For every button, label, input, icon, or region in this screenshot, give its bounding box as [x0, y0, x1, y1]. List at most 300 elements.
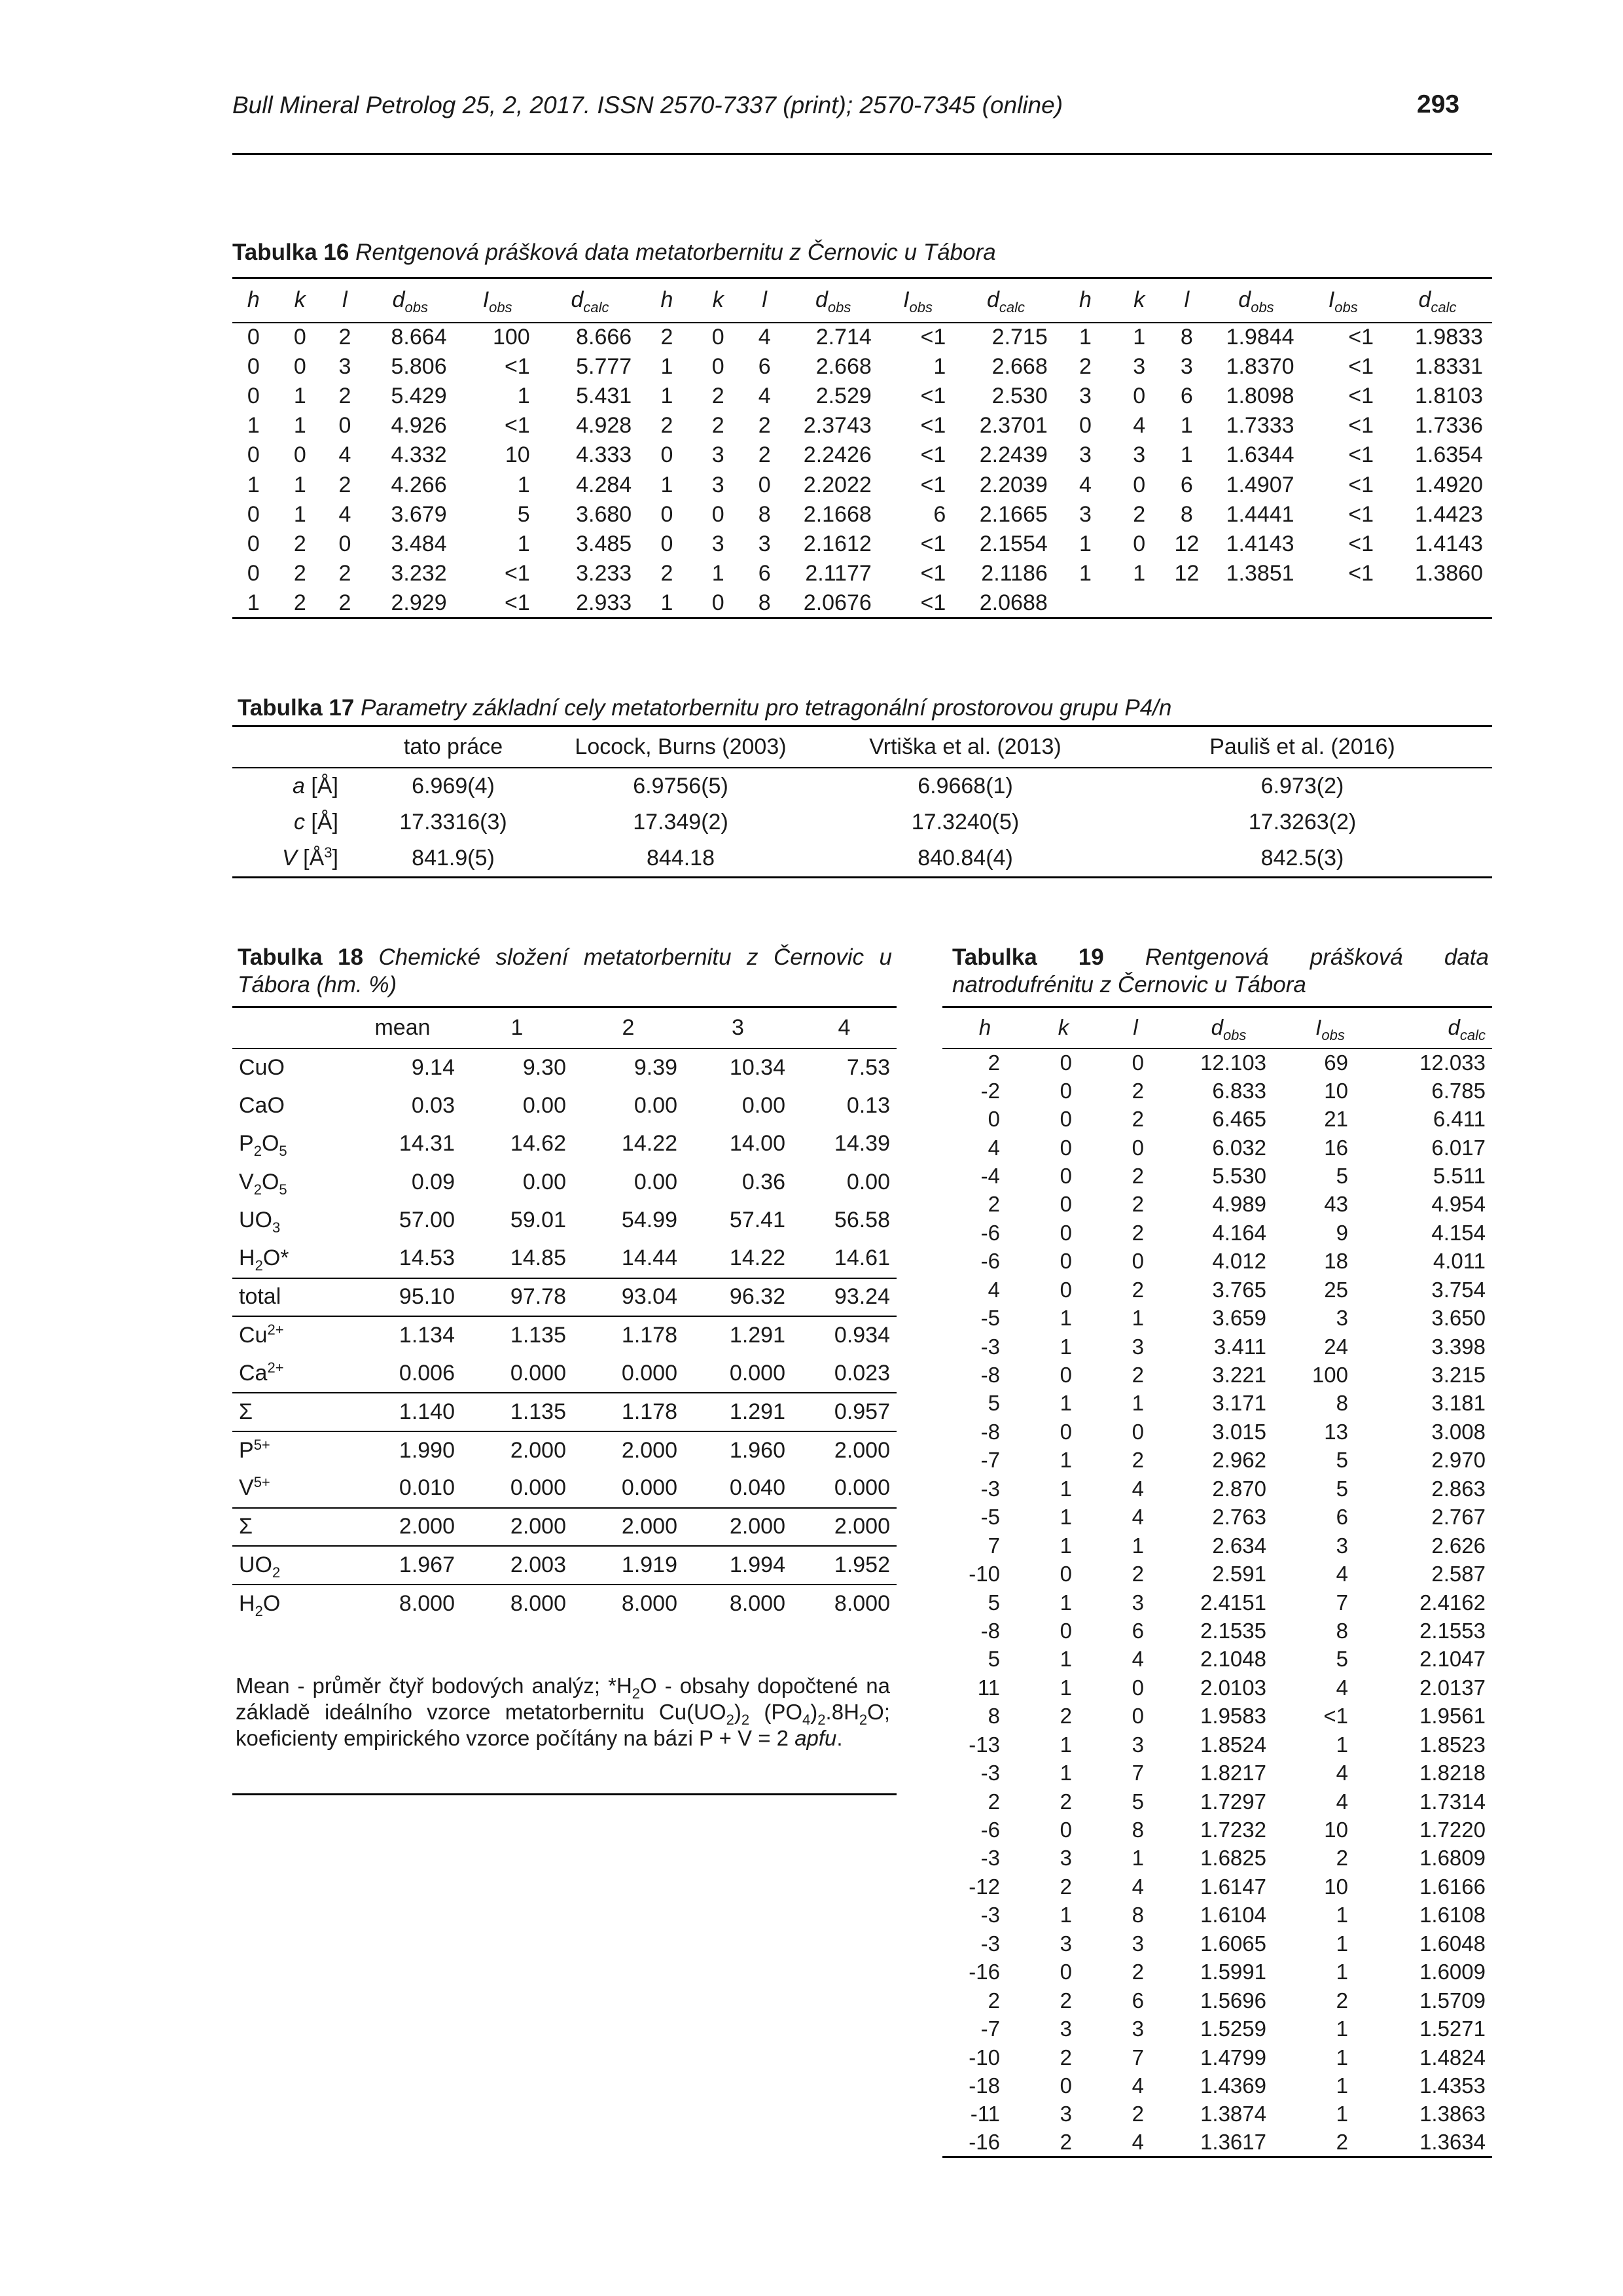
col-d: d — [1211, 1015, 1223, 1040]
table16-cell: 0 — [293, 325, 306, 350]
col-vrtiska: Vrtiška et al. (2013) — [818, 726, 1113, 768]
table19-cell: 5 — [1336, 1163, 1348, 1188]
table19-cell: 1 — [1336, 2017, 1348, 2041]
table19-cell: -3 — [980, 1476, 1000, 1501]
table18-cell: 0.000 — [621, 1360, 677, 1386]
table16-cell: 0 — [711, 501, 724, 527]
table16-cell: 3.485 — [576, 531, 632, 556]
table16-cell: 0 — [660, 442, 673, 468]
table18-header-row — [232, 1007, 897, 1049]
value: 6.969(4) — [412, 773, 495, 798]
col-k: k — [294, 287, 306, 313]
table19-cell: 3.754 — [1431, 1277, 1486, 1302]
col-d: d — [1238, 287, 1251, 313]
table19-row — [942, 1958, 1492, 1986]
col-tato-prace: tato práce — [363, 726, 543, 768]
table16-cell: 1.8331 — [1415, 353, 1483, 379]
table19-cell: -3 — [980, 1903, 1000, 1928]
col-2: 2 — [573, 1007, 684, 1049]
table19-cell: 0 — [988, 1107, 1000, 1132]
table19-cell: 4 — [1132, 2073, 1144, 2098]
table16-cell: 0 — [247, 383, 260, 408]
table19-cell: 1 — [1336, 1732, 1348, 1757]
table19-cell: 4.989 — [1212, 1192, 1266, 1217]
table16-cell — [1164, 588, 1209, 618]
row-label: $H_2O$ — [232, 1585, 344, 1623]
table19-cell: 16 — [1324, 1135, 1348, 1160]
table19-cell: 1 — [1060, 1306, 1072, 1331]
table19-cell: -13 — [969, 1732, 1000, 1757]
table16-cell: 1.4920 — [1415, 472, 1483, 497]
table19-row — [942, 1674, 1492, 1702]
table19-cell: 5 — [988, 1391, 1000, 1416]
table16-cell: 3.680 — [576, 501, 632, 527]
table16-cell: 1.4441 — [1226, 501, 1294, 527]
table16-cell: 3.679 — [391, 501, 447, 527]
table19-cell: 1.3863 — [1419, 2102, 1486, 2126]
table18-row — [232, 1086, 897, 1125]
row-label: $V^{5+}$ — [239, 1474, 270, 1501]
table16 — [232, 277, 1492, 619]
table16-cell: <1 — [920, 413, 946, 439]
table16-cell: 2.2039 — [979, 472, 1048, 497]
table18-label: Tabulka 18 — [238, 944, 364, 970]
table19-cell: 2 — [1286, 2128, 1374, 2157]
row-label: Σ — [232, 1508, 344, 1547]
table18-cell: 1.967 — [344, 1546, 461, 1585]
table16-cell: 0 — [758, 472, 771, 497]
value: 17.3240(5) — [911, 810, 1020, 834]
table16-row — [232, 352, 1492, 382]
table19-cell: 4 — [988, 1135, 1000, 1160]
table19-cell: 3.221 — [1212, 1363, 1266, 1388]
col-d: d — [392, 287, 405, 313]
table16-cell: 3 — [1079, 442, 1092, 468]
table19-cell: 4 — [1132, 1476, 1144, 1501]
table19-row — [942, 1105, 1492, 1133]
table16-cell: 2 — [660, 413, 673, 439]
table16-cell: 5.429 — [391, 383, 447, 408]
table19-cell: 0 — [1132, 1704, 1144, 1729]
row-label: $Ca^{2+}$ — [239, 1359, 284, 1386]
table16-cell: 2.714 — [815, 325, 872, 350]
table19-row — [942, 2100, 1492, 2128]
table18-cell: 1.140 — [344, 1393, 461, 1431]
table16-cell: 0 — [247, 325, 260, 350]
table19-cell: 1 — [1132, 1846, 1144, 1871]
table19-cell: 3 — [1060, 1931, 1072, 1956]
table19-cell: 1.4369 — [1200, 2073, 1266, 2098]
table19-cell: -6 — [980, 1220, 1000, 1245]
table19-cell: 0 — [1060, 1818, 1072, 1842]
table19-cell: -10 — [969, 2045, 1000, 2070]
table16-cell: 2 — [758, 442, 771, 468]
table18-cell: 8.000 — [344, 1585, 461, 1623]
table19-cell: 1 — [1060, 1732, 1072, 1757]
table18 — [232, 1006, 897, 1623]
table19-cell: 3.398 — [1431, 1334, 1486, 1359]
table18-cell: 1.135 — [461, 1393, 573, 1431]
table17-title: Parametry základní cely metatorbernitu pro tetragonální prostorovou grupu P4/n — [361, 695, 1172, 721]
table17-caption — [238, 695, 1171, 721]
table16-cell: 1 — [293, 383, 306, 408]
table19-cell: 0 — [1132, 1675, 1144, 1700]
table18-cell: 8.000 — [573, 1585, 684, 1623]
table16-cell: 1.4907 — [1226, 472, 1294, 497]
table16-cell: 0 — [293, 353, 306, 379]
table19-cell: 3.181 — [1431, 1391, 1486, 1416]
table16-cell: 1.6354 — [1415, 442, 1483, 468]
table19-cell: 7 — [1132, 2045, 1144, 2070]
table19-cell: 1.4353 — [1419, 2073, 1486, 2098]
table16-cell — [1304, 588, 1383, 618]
table16-cell — [1114, 588, 1164, 618]
table16-cell: 2 — [660, 561, 673, 586]
table19-cell: 0 — [1060, 1220, 1072, 1245]
table18-cell: 96.32 — [684, 1278, 792, 1317]
table19-cell: 3.650 — [1431, 1306, 1486, 1331]
table19-cell: -2 — [980, 1078, 1000, 1103]
table16-cell: <1 — [920, 531, 946, 556]
table18-cell: 8.000 — [684, 1585, 792, 1623]
table18-cell: 0.040 — [729, 1475, 785, 1501]
table19-row — [942, 1588, 1492, 1617]
table19-cell: 1.9583 — [1200, 1704, 1266, 1729]
table19-cell: -7 — [980, 1448, 1000, 1473]
table16-cell: 3 — [1079, 501, 1092, 527]
table18-cell: 1.134 — [344, 1316, 461, 1355]
table16-row — [232, 529, 1492, 559]
table19-cell: 0 — [1060, 1163, 1072, 1188]
table19-row — [942, 1049, 1492, 1077]
table18-row — [232, 1278, 897, 1317]
table18-cell: 1.178 — [573, 1393, 684, 1431]
table19-cell: 1.8218 — [1419, 1761, 1486, 1785]
col-dcalc: d — [1448, 1015, 1460, 1040]
table16-cell: <1 — [504, 561, 530, 586]
table16-cell: 8.666 — [576, 325, 632, 350]
table19-cell: 3 — [1132, 1590, 1144, 1615]
value: 6.9756(5) — [633, 773, 728, 798]
table16-cell: 2.715 — [991, 325, 1048, 350]
table19-cell: 2 — [1336, 1846, 1348, 1871]
table19-cell: 1.4824 — [1419, 2045, 1486, 2070]
table19-cell: -16 — [969, 1960, 1000, 1984]
table19-cell: 1.3874 — [1200, 2102, 1266, 2126]
table18-cell: 7.53 — [846, 1054, 890, 1080]
table18-cell: 97.78 — [461, 1278, 573, 1317]
table19-cell: 2.970 — [1431, 1448, 1486, 1473]
table16-cell: <1 — [1348, 472, 1374, 497]
value: 842.5(3) — [1113, 841, 1492, 878]
table16-cell: <1 — [920, 561, 946, 586]
table19-cell: 13 — [1324, 1419, 1348, 1444]
table19-cell: 3 — [1132, 1334, 1144, 1359]
table19-cell: 2.767 — [1431, 1505, 1486, 1530]
table19-cell: 2.0137 — [1419, 1675, 1486, 1700]
table19-cell: 2 — [1060, 2045, 1072, 2070]
table16-cell: 1 — [641, 588, 692, 618]
table16-cell: 2.3701 — [979, 413, 1048, 439]
table19-title: Rentgenová prášková data natrodufrénitu z Černovic u Tábora — [952, 944, 1489, 997]
table19-cell: 1.4799 — [1200, 2045, 1266, 2070]
table19-cell: 1.7220 — [1419, 1818, 1486, 1842]
table19-cell: 4 — [1336, 1789, 1348, 1814]
table16-cell: 2.929 — [365, 588, 456, 618]
table16-cell: 1 — [660, 472, 673, 497]
table16-cell: 1.9844 — [1226, 325, 1294, 350]
table18-cell: 0.000 — [510, 1360, 566, 1386]
table16-cell — [1383, 588, 1492, 618]
param-a: a — [293, 773, 305, 798]
col-locock-burns: Locock, Burns (2003) — [543, 726, 818, 768]
table19-cell: <1 — [1323, 1704, 1348, 1729]
table16-cell: 4.332 — [391, 442, 447, 468]
table19-cell: 7 — [988, 1533, 1000, 1558]
table16-cell: <1 — [920, 472, 946, 497]
table19-cell: 6.785 — [1431, 1078, 1486, 1103]
table19-cell: 18 — [1324, 1249, 1348, 1274]
table16-cell: 3 — [758, 531, 771, 556]
table19-cell: 0 — [1132, 1135, 1144, 1160]
table19-cell: 4 — [1132, 1874, 1144, 1899]
table16-cell: 1 — [1079, 325, 1092, 350]
table19-cell: 0 — [1060, 1192, 1072, 1217]
table16-cell: 2.1612 — [803, 531, 872, 556]
table19-row — [942, 1901, 1492, 1929]
table19-cell: 1 — [1060, 1391, 1072, 1416]
table19-cell: 2.870 — [1212, 1476, 1266, 1501]
table16-cell: <1 — [1348, 325, 1374, 350]
table19-row — [942, 1617, 1492, 1645]
row-label: $Cu^{2+}$ — [232, 1316, 344, 1355]
table19-cell: 3 — [1060, 2017, 1072, 2041]
row-label: $P_2O_5$ — [239, 1131, 287, 1160]
table16-row — [232, 440, 1492, 470]
table19-cell: 2.1553 — [1419, 1618, 1486, 1643]
table18-row — [232, 1163, 897, 1202]
table16-cell: 0 — [247, 501, 260, 527]
table19-row — [942, 1446, 1492, 1475]
table16-cell: 4.284 — [576, 472, 632, 497]
table19-row — [942, 1418, 1492, 1446]
table19-cell: 2 — [988, 1789, 1000, 1814]
col-dcalc: d — [987, 287, 999, 313]
table16-cell: 8 — [1180, 325, 1193, 350]
table19-cell: 2.763 — [1212, 1505, 1266, 1530]
table16-cell: 3 — [338, 353, 351, 379]
table18-cell: 10.34 — [729, 1054, 785, 1080]
table18-row — [232, 1469, 897, 1508]
table19-cell: 1 — [1060, 1903, 1072, 1928]
table18-cell: 0.000 — [729, 1360, 785, 1386]
col-mean: mean — [344, 1007, 461, 1049]
table16-cell: 8.664 — [391, 325, 447, 350]
table18-cell: 2.000 — [792, 1508, 897, 1547]
table16-cell: 2 — [660, 325, 673, 350]
table18-cell: 0.00 — [522, 1169, 566, 1194]
table19-cell: 1 — [1336, 1931, 1348, 1956]
table16-cell: <1 — [1348, 442, 1374, 468]
table18-cell: 0.000 — [510, 1475, 566, 1501]
col-i: I — [482, 287, 490, 313]
table18-cell: 1.291 — [684, 1393, 792, 1431]
table19-cell: 1.6825 — [1200, 1846, 1266, 1871]
table19-row — [942, 1645, 1492, 1674]
table18-cell: 1.135 — [461, 1316, 573, 1355]
table16-cell: 1.8103 — [1415, 383, 1483, 408]
table19-cell: 2 — [1336, 1988, 1348, 2013]
table16-cell: <1 — [504, 413, 530, 439]
table16-cell: 1 — [933, 353, 946, 379]
table16-cell: 1 — [1133, 325, 1146, 350]
table16-cell: 2 — [758, 413, 771, 439]
table16-cell: 4 — [758, 383, 771, 408]
table19-cell: 0 — [1060, 1419, 1072, 1444]
table16-cell: 2.668 — [815, 353, 872, 379]
table19-cell: 1 — [1336, 1960, 1348, 1984]
table18-cell: 2.000 — [344, 1508, 461, 1547]
table19-row — [942, 1759, 1492, 1787]
table16-cell: 0 — [711, 353, 724, 379]
value: 17.3263(2) — [1248, 810, 1357, 834]
value: 17.3316(3) — [399, 810, 507, 834]
table19-row — [942, 1560, 1492, 1588]
table19-cell: -6 — [980, 1818, 1000, 1842]
table19-cell: -5 — [980, 1306, 1000, 1331]
table19-cell: 2 — [988, 1988, 1000, 2013]
table19-cell: 5 — [1132, 1789, 1144, 1814]
table19-cell: 2 — [1132, 1078, 1144, 1103]
table16-cell: 4 — [758, 325, 771, 350]
table16-cell: 1 — [1180, 442, 1193, 468]
table19-cell: 2 — [1132, 1448, 1144, 1473]
table19-row — [942, 1873, 1492, 1901]
table19-row — [942, 1333, 1492, 1361]
table19-row — [942, 1503, 1492, 1532]
table19-cell: 3.215 — [1431, 1363, 1486, 1388]
table19-cell: 4 — [1336, 1761, 1348, 1785]
table19-cell: 0 — [1132, 1050, 1144, 1075]
table19-row — [942, 1191, 1492, 1219]
table16-cell: 1 — [232, 588, 275, 618]
table18-cell: 1.952 — [792, 1546, 897, 1585]
table19-cell: 0 — [1060, 1135, 1072, 1160]
table19-row — [942, 2072, 1492, 2100]
table19-cell: 0 — [1060, 1363, 1072, 1388]
table19-row — [942, 1816, 1492, 1844]
table19-cell: 2.634 — [1212, 1533, 1266, 1558]
table16-cell: 1 — [660, 353, 673, 379]
row-label: $V_2O_5$ — [239, 1169, 287, 1198]
table19-cell: 1.6147 — [1200, 1874, 1266, 1899]
table18-row — [232, 1355, 897, 1393]
table19-cell: 2 — [1060, 1874, 1072, 1899]
table19-cell: 11 — [977, 1675, 1000, 1700]
table16-cell: 5.777 — [576, 353, 632, 379]
table19-cell: 1.6009 — [1419, 1960, 1486, 1984]
table18-cell: 56.58 — [834, 1208, 890, 1233]
table16-cell: 3 — [1079, 383, 1092, 408]
table19-cell: 2.4162 — [1419, 1590, 1486, 1615]
table19-cell: 1 — [1060, 1647, 1072, 1672]
table19-cell: 1 — [1336, 2045, 1348, 2070]
table18-cell: 14.53 — [399, 1246, 455, 1271]
table19-cell: 1.8523 — [1419, 1732, 1486, 1757]
table19-cell: 0 — [1060, 1277, 1072, 1302]
table16-cell: 1 — [1079, 561, 1092, 586]
value: 6.973(2) — [1260, 773, 1344, 798]
table16-cell: 3 — [1180, 353, 1193, 379]
table19-cell: 1.3634 — [1374, 2128, 1492, 2157]
table16-cell: 1 — [1133, 561, 1146, 586]
table16-cell: 1 — [517, 383, 530, 408]
table19-cell: 2 — [1132, 1107, 1144, 1132]
table16-cell: 2.1668 — [803, 501, 872, 527]
table16-cell: 1 — [660, 383, 673, 408]
table19-cell: -12 — [969, 1874, 1000, 1899]
table18-cell: 1.960 — [684, 1431, 792, 1470]
page-number: 293 — [1417, 90, 1460, 118]
table16-cell: 3 — [1133, 442, 1146, 468]
table19-cell: 24 — [1324, 1334, 1348, 1359]
table19-row — [942, 1276, 1492, 1304]
table16-cell: 1.3851 — [1226, 561, 1294, 586]
table19-cell: 1.6065 — [1200, 1931, 1266, 1956]
row-label: Σ — [232, 1393, 344, 1431]
table16-cell: 0 — [711, 325, 724, 350]
table18-cell: 0.00 — [846, 1169, 890, 1194]
table16-cell: 0 — [1133, 383, 1146, 408]
table19-cell: 0 — [1132, 1419, 1144, 1444]
table19-cell: -5 — [980, 1505, 1000, 1530]
table18-row — [232, 1316, 897, 1355]
table18-cell: 14.22 — [621, 1131, 677, 1157]
table16-cell: 1 — [293, 501, 306, 527]
table16-cell: <1 — [920, 442, 946, 468]
table16-cell: 1 — [247, 413, 260, 439]
table19-cell: -3 — [980, 1334, 1000, 1359]
table16-cell: 2 — [338, 472, 351, 497]
col-i: I — [1328, 287, 1335, 313]
table16-cell: <1 — [1348, 531, 1374, 556]
table19-cell: 3 — [1060, 1846, 1072, 1871]
table17-header-row — [232, 726, 1492, 768]
table19-row — [942, 1077, 1492, 1105]
table18-cell: 1.994 — [684, 1546, 792, 1585]
table18-cell: 1.990 — [344, 1431, 461, 1470]
table19-cell: 2.962 — [1212, 1448, 1266, 1473]
table19-cell: 6.411 — [1433, 1107, 1486, 1132]
table19-cell: 1 — [1060, 1448, 1072, 1473]
table18-title: Chemické složení metatorbernitu z Černovic u Tábora (hm. %) — [238, 944, 892, 997]
table17 — [232, 725, 1492, 878]
col-l: l — [762, 287, 767, 313]
table16-cell: 2.1186 — [981, 561, 1048, 586]
table19-cell: 25 — [1324, 1277, 1348, 1302]
table19-cell: 0 — [1132, 1249, 1144, 1274]
table16-cell: 0 — [1079, 413, 1092, 439]
table16-cell: 2.933 — [539, 588, 641, 618]
table19-row — [942, 1986, 1492, 2015]
table19-cell: 2 — [1132, 1163, 1144, 1188]
table19 — [942, 1006, 1492, 2158]
table16-cell: 2 — [711, 383, 724, 408]
table19-cell: 3 — [1336, 1306, 1348, 1331]
table19-cell: 6.833 — [1212, 1078, 1266, 1103]
table18-cell: 0.36 — [741, 1169, 785, 1194]
table19-cell: 1 — [1060, 1476, 1072, 1501]
